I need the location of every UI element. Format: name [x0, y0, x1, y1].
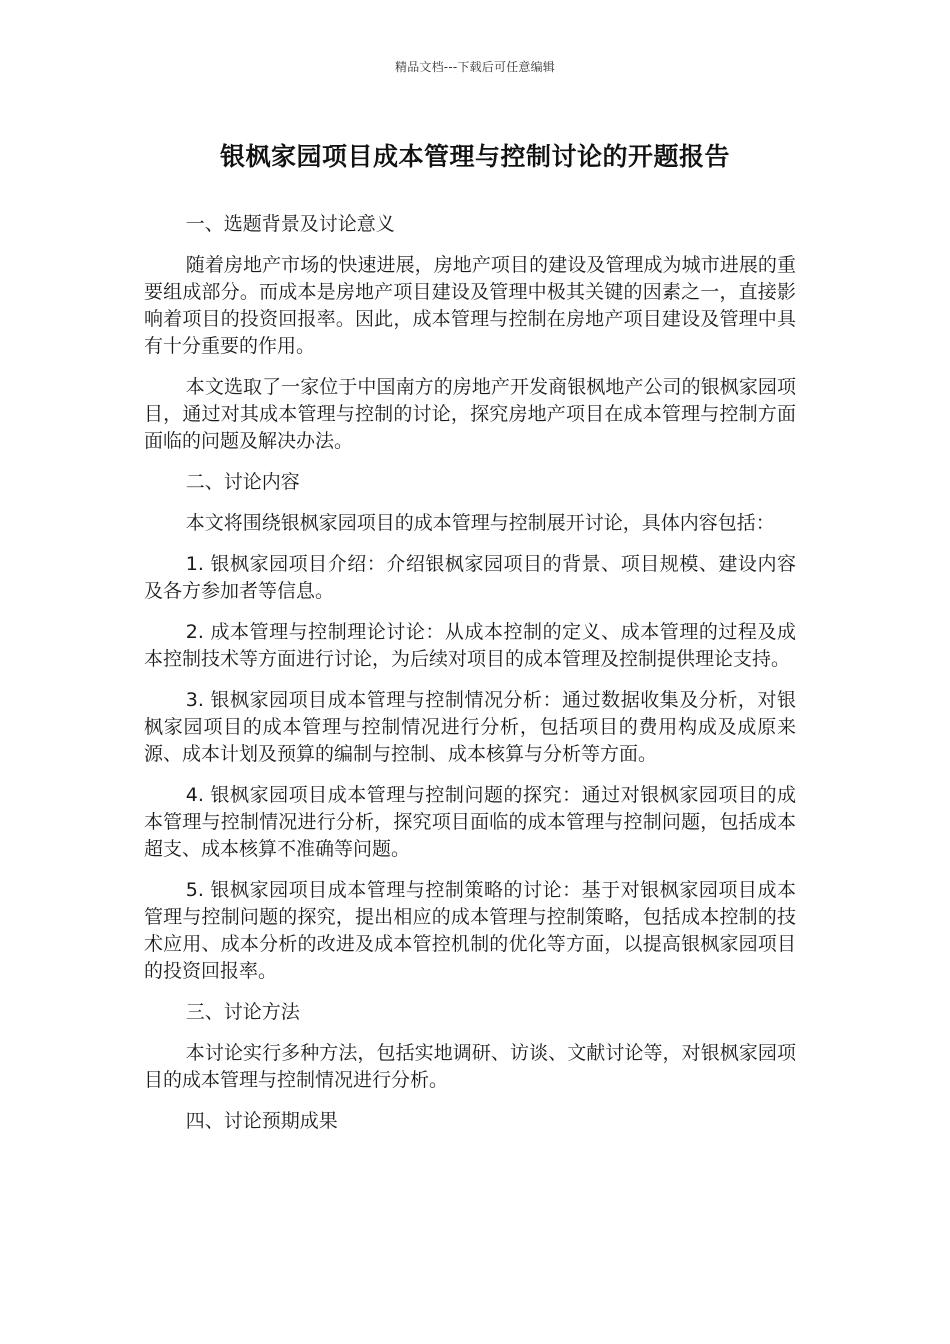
document-title: 银枫家园项目成本管理与控制讨论的开题报告: [219, 142, 730, 171]
paragraph: 本讨论实行多种方法，包括实地调研、访谈、文献讨论等，对银枫家园项目的成本管理与控制情况进行分析。: [144, 1042, 796, 1091]
section-heading: 四、讨论预期成果: [185, 1110, 338, 1132]
paragraph: 随着房地产市场的快速进展，房地产项目的建设及管理成为城市进展的重要组成部分。而成本是房地产项目建设及管理中极其关键的因素之一，直接影响着项目的投资回报率。因此，成本管理与控制在房地产项目建设及管理中具有十分重要的作用。: [144, 254, 796, 357]
header-note: 精品文档---下载后可任意编辑: [395, 60, 555, 74]
section-heading: 三、讨论方法: [185, 1001, 300, 1023]
list-item: 4. 银枫家园项目成本管理与控制问题的探究：通过对银枫家园项目的成本管理与控制情况进行分析，探究项目面临的成本管理与控制问题，包括成本超支、成本核算不准确等问题。: [144, 784, 796, 860]
section-heading: 二、讨论内容: [185, 471, 300, 493]
list-item: 2. 成本管理与控制理论讨论：从成本控制的定义、成本管理的过程及成本控制技术等方面进行讨论，为后续对项目的成本管理及控制提供理论支持。: [144, 621, 796, 670]
list-item: 1. 银枫家园项目介绍：介绍银枫家园项目的背景、项目规模、建设内容及各方参加者等信息。: [144, 553, 796, 602]
section-heading: 一、选题背景及讨论意义: [185, 213, 395, 235]
list-item: 3. 银枫家园项目成本管理与控制情况分析：通过数据收集及分析，对银枫家园项目的成本管理与控制情况进行分析，包括项目的费用构成及成原来源、成本计划及预算的编制与控制、成本核算与分析等方面。: [144, 689, 796, 765]
document-body: [144, 211, 796, 1149]
list-item: 5. 银枫家园项目成本管理与控制策略的讨论：基于对银枫家园项目成本管理与控制问题的探究，提出相应的成本管理与控制策略，包括成本控制的技术应用、成本分析的改进及成本管控机制的优化等方面，以提高银枫家园项目的投资回报率。: [144, 879, 796, 982]
paragraph: 本文选取了一家位于中国南方的房地产开发商银枫地产公司的银枫家园项目，通过对其成本管理与控制的讨论，探究房地产项目在成本管理与控制方面面临的问题及解决办法。: [144, 376, 796, 452]
paragraph: 本文将围绕银枫家园项目的成本管理与控制展开讨论，具体内容包括：: [185, 512, 775, 534]
